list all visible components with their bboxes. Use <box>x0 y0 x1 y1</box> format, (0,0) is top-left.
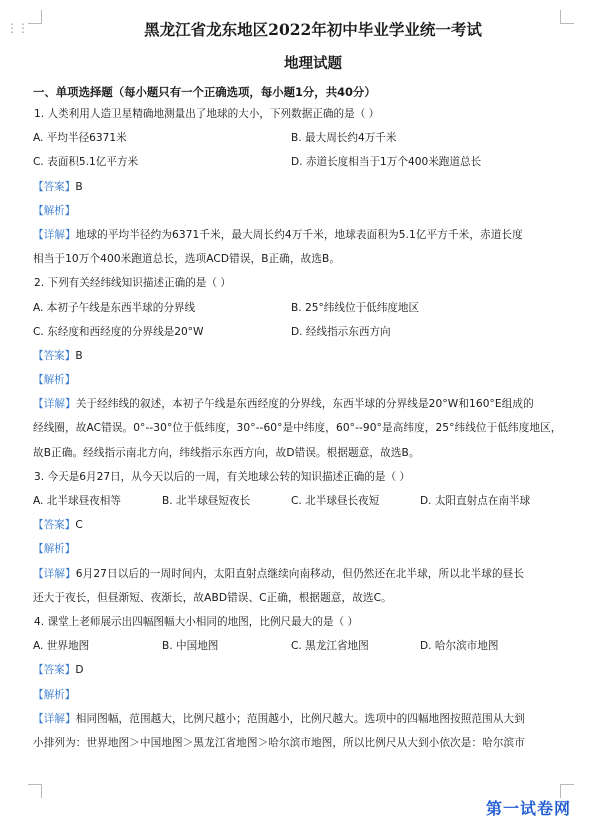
options-row <box>33 126 573 150</box>
detail-line <box>33 223 573 247</box>
options-row <box>33 634 573 658</box>
detail-text: 相同图幅，范围越大，比例尺越小；范围越小，比例尺越大。选项中的四幅地图按照范围从大到 <box>75 712 525 725</box>
analysis-label: 【解析】 <box>33 543 76 556</box>
question-block <box>33 465 573 610</box>
option-d: D. 赤道长度相当于1万个400米跑道总长 <box>291 156 482 169</box>
option-b: B. 最大周长约4万千米 <box>291 132 397 145</box>
detail-line: 小排列为：世界地图＞中国地图＞黑龙江省地图＞哈尔滨市地图，所以比例尺从大到小依次是：哈尔滨市 <box>33 736 525 749</box>
answer-value: D <box>75 664 84 677</box>
page-corner-mark <box>28 784 42 798</box>
detail-label: 【详解】 <box>33 228 76 241</box>
detail-line: 还大于夜长，但昼渐短、夜渐长，故ABD错误、C正确，根据题意，故选C。 <box>33 591 392 604</box>
options-row <box>33 489 573 513</box>
detail-label: 【详解】 <box>33 712 76 725</box>
detail-line <box>33 392 573 416</box>
question-stem: 1. 人类利用人造卫星精确地测量出了地球的大小，下列数据正确的是（ ） <box>34 108 380 120</box>
options-row <box>33 296 573 320</box>
question-block <box>33 610 573 755</box>
detail-text: 地球的平均半径约为6371千米，最大周长约4万千米，地球表面积为5.1亿平方千米，赤道长度 <box>75 228 523 241</box>
option-d: D. 太阳直射点在南半球 <box>420 495 531 507</box>
question-block <box>33 102 573 271</box>
option-a: A. 平均半径6371米 <box>33 132 127 145</box>
question-stem: 3. 今天是6月27日，从今天以后的一周，有关地球公转的知识描述正确的是（ ） <box>34 470 411 483</box>
option-b: B. 中国地图 <box>162 640 219 653</box>
analysis-line <box>33 368 573 392</box>
option-b: B. 25°纬线位于低纬度地区 <box>291 301 420 314</box>
answer-label: 【答案】 <box>33 519 76 532</box>
analysis-line <box>33 537 573 561</box>
site-watermark-logo: 第一试卷网 <box>486 799 572 818</box>
answer-line <box>33 658 573 682</box>
detail-line: 经线圈，故AC错误。0°--30°位于低纬度，30°--60°是中纬度，60°--90°是高纬度，25°纬线位于低纬度地区， <box>33 422 562 435</box>
analysis-label: 【解析】 <box>33 374 76 387</box>
answer-value: B <box>75 180 83 193</box>
option-d: D. 哈尔滨市地图 <box>420 640 499 653</box>
option-c: C. 表面积5.1亿平方米 <box>33 156 139 169</box>
detail-line: 相当于10万个400米跑道总长，选项ACD错误，B正确，故选B。 <box>33 253 341 266</box>
detail-text: 关于经纬线的叙述，本初子午线是东西经度的分界线，东西半球的分界线是20°W和160°E组成的 <box>75 398 534 411</box>
option-a: A. 本初子午线是东西半球的分界线 <box>33 301 196 314</box>
answer-line <box>33 344 573 368</box>
question-stem: 4. 课堂上老师展示出四幅图幅大小相同的地图，比例尺最大的是（ ） <box>34 615 359 628</box>
detail-line: 故B正确。经线指示南北方向，纬线指示东西方向，故D错误。根据题意，故选B。 <box>33 446 420 459</box>
document-subtitle: 地理试题 <box>284 55 342 72</box>
answer-value: B <box>75 349 83 362</box>
answer-line <box>33 513 573 537</box>
answer-label: 【答案】 <box>33 349 76 362</box>
option-c: C. 黑龙江省地图 <box>291 640 369 653</box>
detail-line <box>33 707 573 731</box>
detail-label: 【详解】 <box>33 398 76 411</box>
option-a: A. 世界地图 <box>33 640 90 653</box>
answer-line <box>33 175 573 199</box>
option-a: A. 北半球昼夜相等 <box>33 495 121 507</box>
detail-line <box>33 562 573 586</box>
detail-label: 【详解】 <box>33 567 76 580</box>
options-row <box>33 320 573 344</box>
analysis-line <box>33 683 573 707</box>
answer-label: 【答案】 <box>33 664 76 677</box>
answer-label: 【答案】 <box>33 180 76 193</box>
question-stem: 2. 下列有关经纬线知识描述正确的是（ ） <box>34 277 231 290</box>
question-block <box>33 271 573 465</box>
analysis-label: 【解析】 <box>33 204 76 217</box>
option-c: C. 东经度和西经度的分界线是20°W <box>33 325 204 338</box>
drag-handle-icon[interactable]: ⋮⋮ <box>6 21 28 35</box>
option-d: D. 经线指示东西方向 <box>291 325 391 338</box>
section-heading: 一、单项选择题（每小题只有一个正确选项，每小题1分，共40分） <box>33 85 376 99</box>
analysis-line <box>33 199 573 223</box>
option-c: C. 北半球昼长夜短 <box>291 495 380 507</box>
option-b: B. 北半球昼短夜长 <box>162 495 251 507</box>
analysis-label: 【解析】 <box>33 688 76 701</box>
answer-value: C <box>75 519 83 532</box>
document-content <box>33 18 573 755</box>
detail-text: 6月27日以后的一周时间内，太阳直射点继续向南移动，但仍然还在北半球，所以北半球的昼长 <box>75 567 525 580</box>
options-row <box>33 150 573 174</box>
document-title: 黑龙江省龙东地区2022年初中毕业学业统一考试 <box>144 20 482 39</box>
